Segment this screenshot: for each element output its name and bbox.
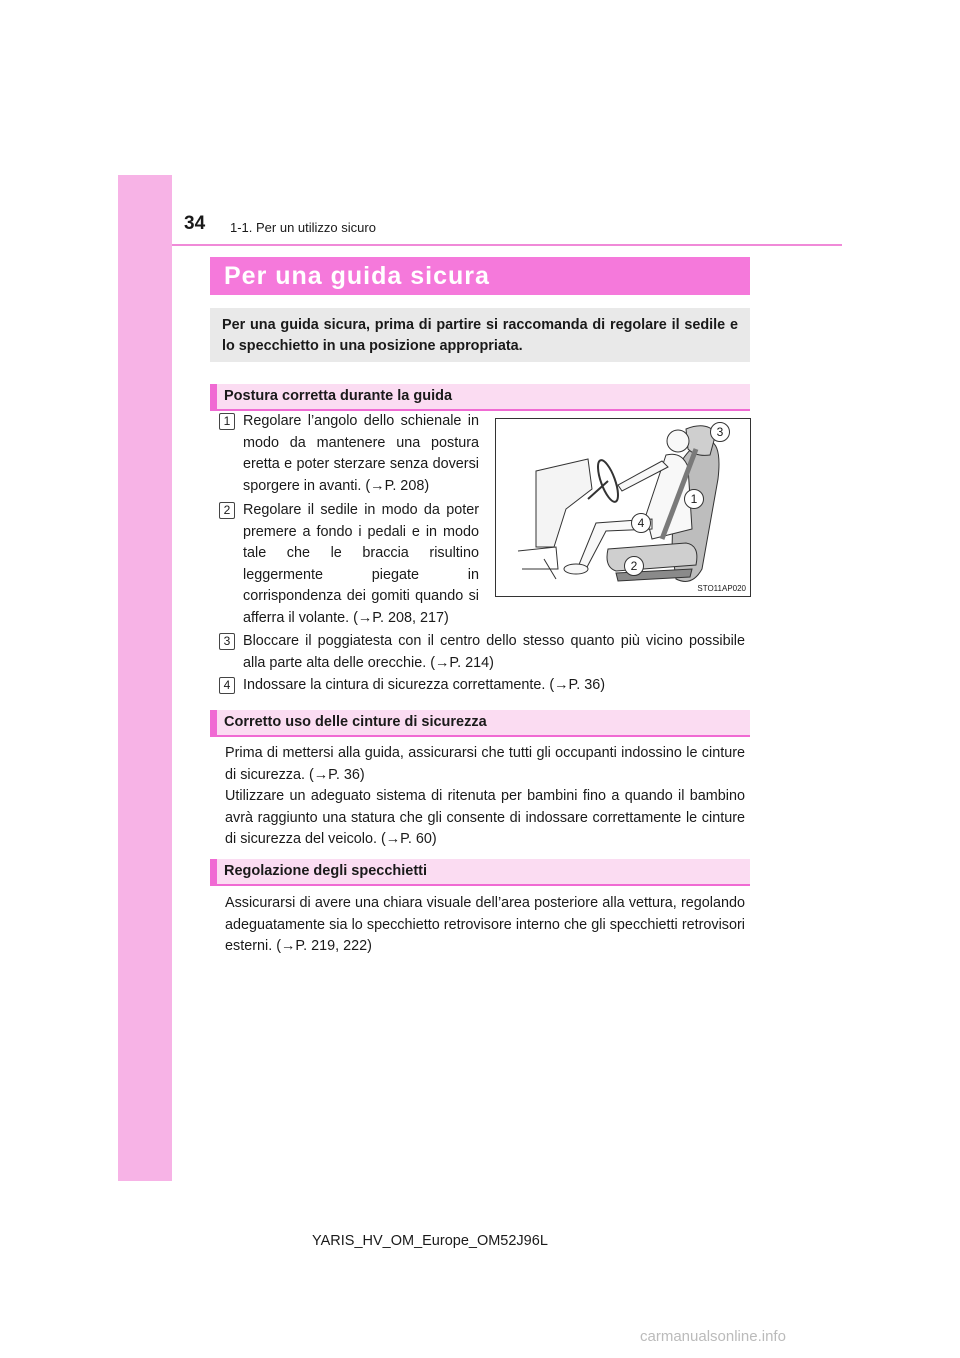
footer-code: YARIS_HV_OM_Europe_OM52J96L — [312, 1233, 548, 1249]
intro-box — [210, 308, 750, 362]
item-number-2: 2 — [219, 502, 235, 519]
section-heading-posture — [210, 384, 750, 411]
callout-3: 3 — [710, 422, 730, 442]
section-heading-label: Regolazione degli specchietti — [224, 863, 428, 879]
item-number-4: 4 — [219, 677, 235, 694]
callout-4: 4 — [631, 513, 651, 533]
figure-code: STO11AP020 — [697, 584, 746, 593]
driver-seat-icon — [496, 419, 750, 596]
item-text-1: Regolare l’angolo dello schienale in modo da mantenere una postura eretta e poter sterzare senza doversi sporgere in avanti. (→P. 208) — [243, 413, 479, 494]
page-number: 34 — [184, 213, 206, 234]
item-text-4: Indossare la cintura di sicurezza correttamente. (→P. 36) — [243, 677, 606, 693]
intro-text: Per una guida sicura, prima di partire si raccomanda di regolare il sedile e lo specchietto in una posizione appropriata. — [222, 317, 738, 354]
mirrors-text: Assicurarsi di avere una chiara visuale dell’area posteriore alla vettura, regolando adeguatamente sia lo specchietto retrovisore interno che gli specchietti retrovisori esterni. (→P. 219, 222) — [225, 895, 745, 954]
title-bar — [210, 257, 750, 295]
seatbelt-text-2: Utilizzare un adeguato sistema di ritenuta per bambini fino a quando il bambino avrà raggiunto una statura che gli consente di indossare correttamente le cinture di sicurezza del veicolo. (→P. 60) — [225, 788, 745, 847]
section-heading-label: Corretto uso delle cinture di sicurezza — [224, 714, 487, 730]
seatbelt-text-1: Prima di mettersi alla guida, assicurarsi che tutti gli occupanti indossino le cinture di sicurezza. (→P. 36) — [225, 745, 745, 783]
callout-1: 1 — [684, 489, 704, 509]
item-number-3: 3 — [219, 633, 235, 650]
breadcrumb: 1-1. Per un utilizzo sicuro — [230, 220, 376, 235]
header-divider — [172, 244, 842, 246]
item-text-3: Bloccare il poggiatesta con il centro dello stesso quanto più vicino possibile alla parte alta delle orecchie. (→P. 214) — [243, 633, 745, 671]
watermark: carmanualsonline.info — [640, 1328, 786, 1345]
side-tab — [118, 175, 172, 1181]
page-title: Per una guida sicura — [224, 262, 490, 290]
item-number-1: 1 — [219, 413, 235, 430]
section-heading-label: Postura corretta durante la guida — [224, 388, 453, 404]
driver-seat-illustration — [495, 418, 751, 597]
callout-2: 2 — [624, 556, 644, 576]
section-heading-mirrors — [210, 859, 750, 886]
section-heading-seatbelts — [210, 710, 750, 737]
item-text-2: Regolare il sedile in modo da poter premere a fondo i pedali e in modo tale che le braccia risultino leggermente piegate in corrispondenza dei gomiti quando si afferra il volante. (→P. 208, 217) — [243, 502, 479, 626]
